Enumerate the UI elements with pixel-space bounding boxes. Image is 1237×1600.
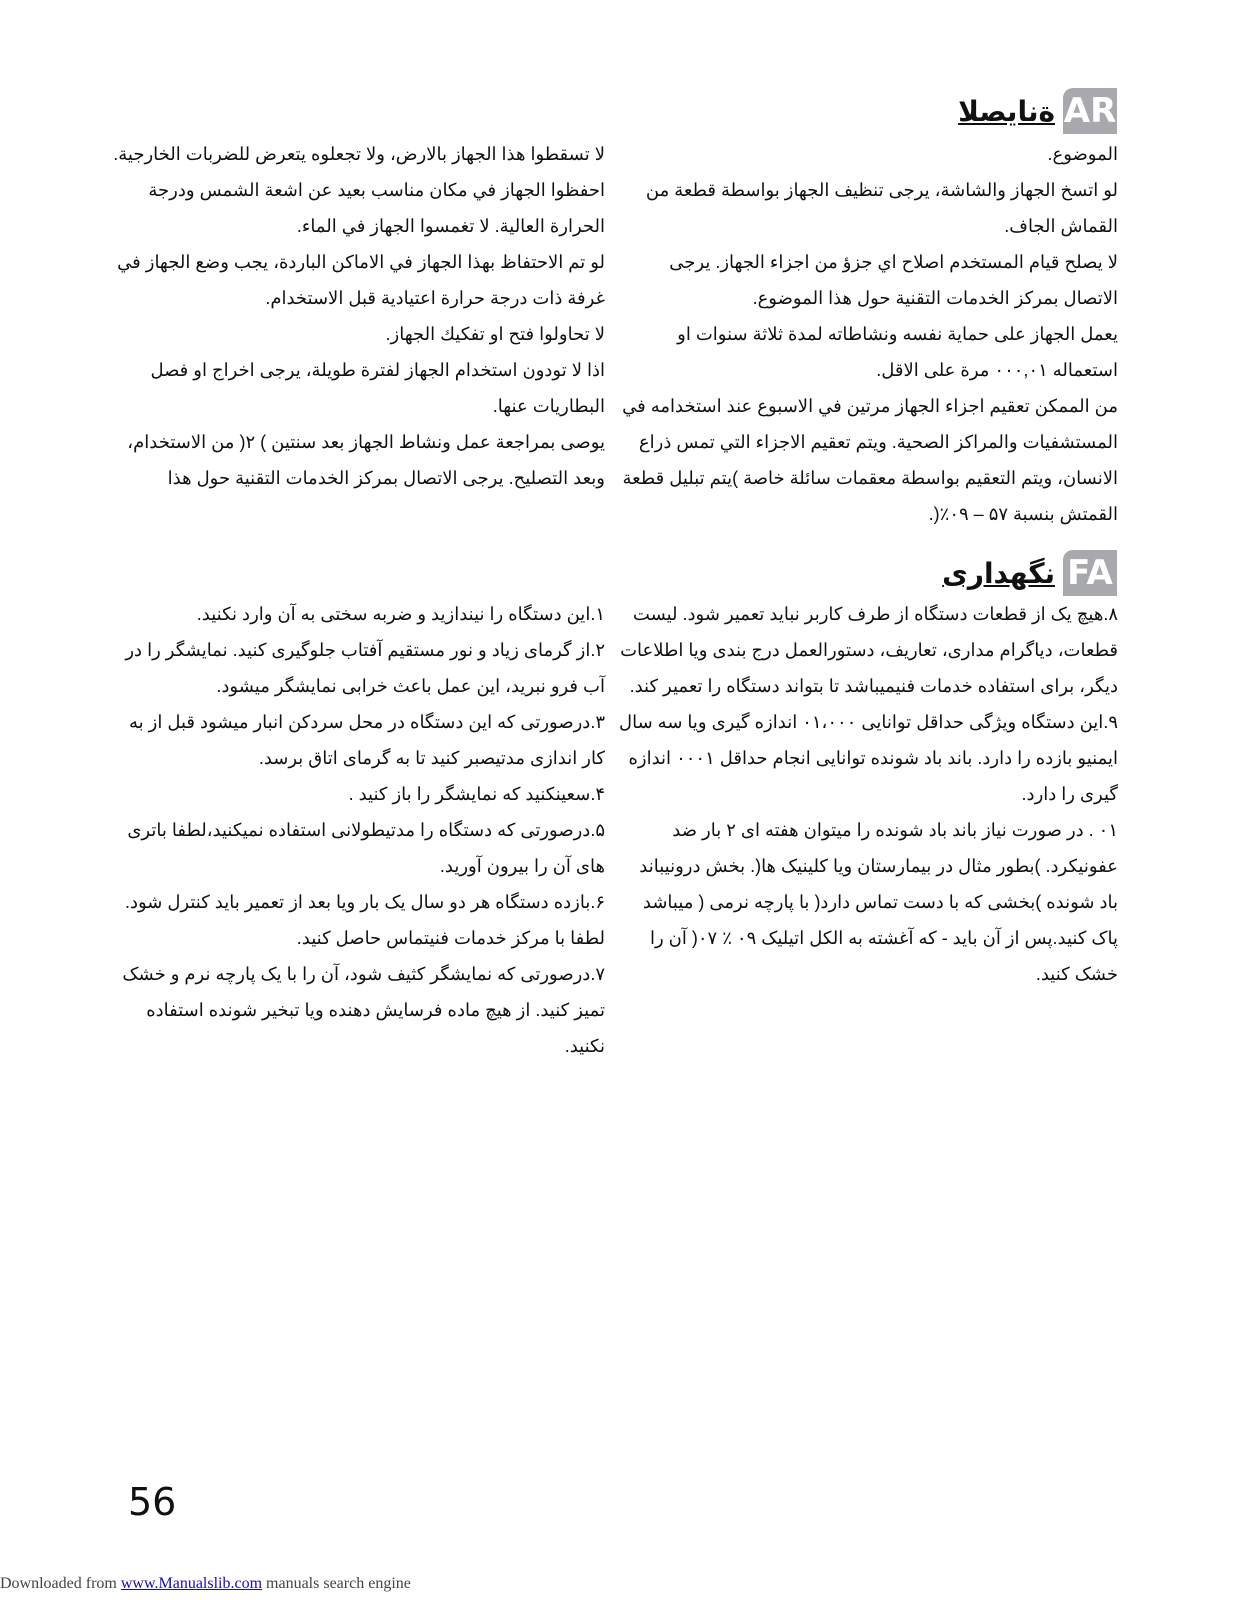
ar-paragraph: لو اتسخ الجهاز والشاشة، يرجى تنظيف الجهاز بواسطة قطعة من القماش الجاف.: [645, 180, 1118, 236]
ar-right-column: [618, 136, 1118, 532]
manualslib-link[interactable]: www.Manualslib.com: [120, 1575, 263, 1592]
ar-paragraph: يوصى بمراجعة عمل ونشاط الجهاز بعد سنتين ) ۲( من الاستخدام، وبعد التصليح. يرجى الاتصال بمركز الخدمات التقنية حول هذا: [127, 432, 605, 488]
ar-paragraph: احفظوا الجهاز في مكان مناسب بعيد عن اشعة الشمس ودرجة الحرارة العالية. لا تغمسوا الجهاز في الماء.: [148, 180, 605, 236]
fa-paragraph: ۶.بازده دستگاه هر دو سال یک بار ویا بعد از تعمیر باید کنترل شود. لطفا با مرکز خدمات فنیتماس حاصل کنید.: [124, 892, 605, 948]
ar-section-title: ةنايصلا: [958, 94, 1055, 128]
ar-paragraph: اذا لا تودون استخدام الجهاز لفترة طويلة، يرجى اخراج او فصل البطاريات عنها.: [150, 360, 605, 416]
fa-paragraph: ۱.این دستگاه را نیندازید و ضربه سختی به آن وارد نکنید.: [196, 604, 605, 624]
fa-right-column: [618, 596, 1118, 992]
footer-prefix: Downloaded from: [0, 1575, 121, 1592]
download-footer: [0, 1575, 411, 1593]
ar-language-badge: AR: [1063, 88, 1117, 134]
ar-paragraph: الموضوع.: [1047, 144, 1118, 164]
fa-paragraph: ۲.از گرمای زیاد و نور مستقیم آفتاب جلوگیری کنید. نمایشگر را در آب فرو نبرید، این عمل باعث خرابی نمایشگر میشود.: [125, 640, 605, 696]
ar-paragraph: لو تم الاحتفاظ بهذا الجهاز في الاماكن الباردة، يجب وضع الجهاز في غرفة ذات درجة حرارة اعتيادية قبل الاستخدام.: [117, 252, 605, 308]
fa-paragraph: ۵.درصورتی که دستگاه را مدتیطولانی استفاده نمیکنید،لطفا باتری های آن را بیرون آورید.: [127, 820, 605, 876]
ar-paragraph: لا تحاولوا فتح او تفكيك الجهاز.: [385, 324, 605, 344]
fa-paragraph: ۳.درصورتی که این دستگاه در محل سردکن انبار میشود قبل از به کار اندازی مدتیصبر کنید تا به گرمای اتاق برسد.: [129, 712, 605, 768]
ar-section-header: [958, 88, 1117, 134]
ar-left-column: [107, 136, 605, 496]
fa-language-badge: FA: [1063, 550, 1117, 596]
ar-paragraph: يعمل الجهاز على حماية نفسه ونشاطاته لمدة ثلاثة سنوات او استعماله ۰۰۰,۰۱ مرة على الاقل.: [677, 324, 1118, 380]
fa-left-column: [107, 596, 605, 1064]
fa-paragraph: ۴.سعینکنید که نمایشگر را باز کنید .: [348, 784, 605, 804]
fa-paragraph: ۰۱ . در صورت نیاز باند باد شونده را میتوان هفته ای ۲ بار ضد عفونیکرد. )بطور مثال در بیمارستان ویا کلینیک ها(. بخش درونیباند باد شونده )بخشی که با دست تماس دارد( با پارچه نرمی ( میباشد پاک کنید.پس از آن باید - که آغشته به الکل اتیلیک ۰۹ ٪ ۰۷( آن را خشک کنید.: [639, 820, 1118, 984]
footer-suffix: manuals search engine: [262, 1575, 411, 1592]
fa-paragraph: ۸.هیچ یک از قطعات دستگاه از طرف کاربر نباید تعمیر شود. لیست قطعات، دیاگرام مداری، تعاریف، دستورالعمل درج بندی ویا اطلاعات دیگر، برای استفاده خدمات فنیمیباشد تا بتواند دستگاه را تعمیر کند.: [620, 604, 1118, 696]
fa-paragraph: ۹.این دستگاه ویژگی حداقل توانایی ۰۱،۰۰۰ اندازه گیری ویا سه سال ایمنیو بازده را دارد. باند باد شونده توانایی انجام حداقل ۰۰۰۱ اندازه گیری را دارد.: [619, 712, 1118, 804]
fa-section-title: نگهداری: [942, 556, 1055, 590]
ar-paragraph: لا تسقطوا هذا الجهاز بالارض، ولا تجعلوه يتعرض للضربات الخارجية.: [113, 144, 605, 164]
ar-paragraph: لا يصلح قيام المستخدم اصلاح اي جزؤ من اجزاء الجهاز. يرجى الاتصال بمركز الخدمات التقنية حول هذا الموضوع.: [669, 252, 1118, 308]
fa-section-header: [942, 550, 1117, 596]
fa-paragraph: ۷.درصورتی که نمایشگر کثیف شود، آن را با یک پارچه نرم و خشک تمیز کنید. از هیچ ماده فرسایش دهنده ویا تبخیر شونده استفاده نکنید.: [122, 964, 605, 1056]
ar-paragraph: من الممكن تعقيم اجزاء الجهاز مرتين في الاسبوع عند استخدامه في المستشفيات والمراكز الصحية. ويتم تعقيم الاجزاء التي تمس ذراع الانسان، ويتم التعقيم بواسطة معقمات سائلة خاصة )يتم تبليل قطعة القمتش بنسبة ۵۷ – ۰۹٪(.: [622, 396, 1118, 524]
page-number: 56: [128, 1480, 177, 1524]
